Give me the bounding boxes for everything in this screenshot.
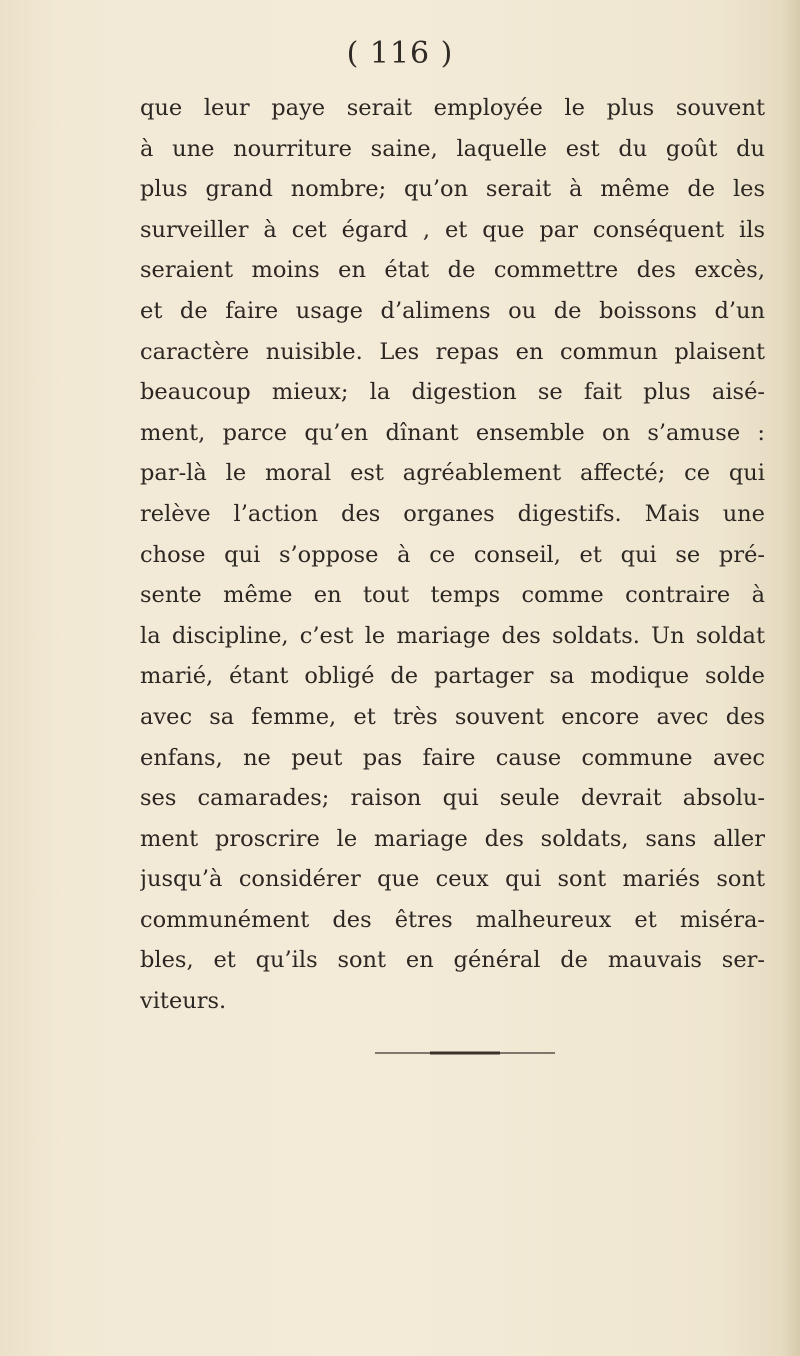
ornamental-divider: [375, 1051, 555, 1055]
body-text: [140, 88, 765, 1022]
text-line: avec sa femme, et très souvent encore avec des: [140, 703, 765, 730]
text-line: par-là le moral est agréablement affecté; ce qui: [140, 460, 765, 487]
text-line: jusqu’à considérer que ceux qui sont mariés sont: [140, 866, 765, 893]
text-line: que leur paye serait employée le plus souvent: [140, 95, 765, 121]
text-line: beaucoup mieux; la digestion se fait plus aisé-: [140, 379, 765, 406]
page-number: ( 116 ): [346, 36, 454, 71]
text-line: seraient moins en état de commettre des excès,: [140, 257, 765, 284]
text-line: la discipline, c’est le mariage des soldats. Un soldat: [140, 622, 765, 649]
text-line: chose qui s’oppose à ce conseil, et qui se pré-: [140, 541, 765, 568]
text-line: et de faire usage d’alimens ou de boissons d’un: [140, 297, 765, 324]
text-line: sente même en tout temps comme contraire à: [140, 582, 765, 609]
text-line: marié, étant obligé de partager sa modique solde: [140, 663, 765, 690]
text-line: enfans, ne peut pas faire cause commune avec: [140, 744, 765, 771]
text-line: surveiller à cet égard , et que par conséquent ils: [140, 216, 765, 243]
text-line: caractère nuisible. Les repas en commun plaisent: [140, 338, 765, 365]
text-line: plus grand nombre; qu’on serait à même de les: [140, 176, 765, 203]
text-line: ses camarades; raison qui seule devrait absolu-: [140, 785, 765, 812]
text-line: ment, parce qu’en dînant ensemble on s’amuse :: [140, 419, 765, 446]
text-line: relève l’action des organes digestifs. Mais une: [140, 500, 765, 527]
text-line: à une nourriture saine, laquelle est du goût du: [140, 135, 765, 162]
text-line: ment proscrire le mariage des soldats, sans aller: [140, 825, 765, 852]
text-line: bles, et qu’ils sont en général de mauvais ser-: [140, 947, 765, 974]
text-line: viteurs.: [140, 988, 227, 1015]
text-line: communément des êtres malheureux et miséra-: [140, 906, 765, 933]
